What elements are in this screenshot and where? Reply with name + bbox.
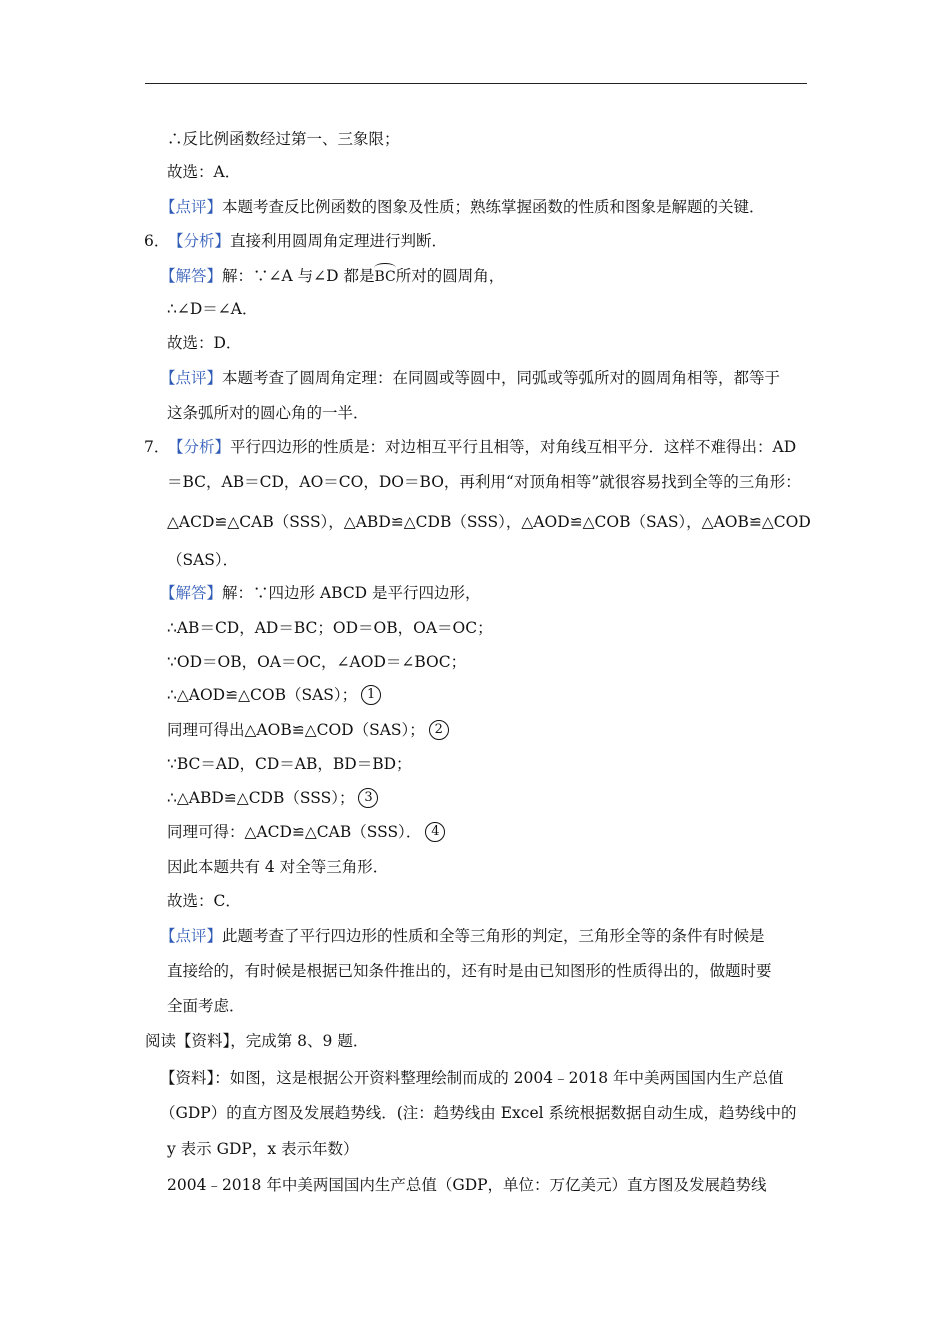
line-text: 2004﹣2018 年中美两国国内生产总值（GDP，单位：万亿美元）直方图及发展趋势线 <box>167 1176 767 1194</box>
text-line <box>167 298 257 320</box>
line-text: 本题考查反比例函数的图象及性质；熟练掌握函数的性质和图象是解题的关键． <box>222 198 765 216</box>
line-text: 本题考查了圆周角定理：在同圆或等圆中，同弧或等弧所对的圆周角相等，都等于 <box>222 369 781 387</box>
text-line <box>167 511 811 533</box>
line-text: 阅读【资料】，完成第 8、9 题． <box>145 1032 369 1050</box>
text-line <box>167 890 241 912</box>
text-line <box>167 787 378 809</box>
text-line <box>145 1030 368 1052</box>
line-text: 同理可得：△ACD≌△CAB（SSS）． <box>167 823 422 841</box>
text-line <box>167 960 772 982</box>
text-line <box>167 471 801 493</box>
text-line <box>167 161 240 183</box>
text-line <box>160 1067 784 1089</box>
line-text: 直接利用圆周角定理进行判断． <box>230 232 448 250</box>
line-text: （GDP）的直方图及发展趋势线．(注：趋势线由 Excel 系统根据数据自动生成，趋势线中的 <box>160 1104 797 1122</box>
text-line <box>167 651 466 673</box>
text-line <box>167 1138 359 1160</box>
text-line <box>167 856 388 878</box>
line-text: ＝BC，AB＝CD，AO＝CO，DO＝BO，再利用“对顶角相等”就很容易找到全等的三角形： <box>167 473 801 491</box>
line-text: （SAS）． <box>167 551 239 569</box>
text-line <box>167 719 449 741</box>
section-tag: 【解答】 <box>160 584 223 602</box>
text-line <box>160 196 765 218</box>
line-text: ∵BC＝AD，CD＝AB，BD＝BD； <box>167 755 412 773</box>
text-line <box>167 332 241 354</box>
text-line <box>160 1102 797 1124</box>
line-text: 解：∵四边形 ABCD 是平行四边形， <box>222 584 481 602</box>
text-line <box>160 367 780 389</box>
text-line <box>167 995 245 1017</box>
text-line <box>167 1174 767 1196</box>
line-text: ∴AB＝CD，AD＝BC；OD＝OB，OA＝OC； <box>167 619 493 637</box>
line-text: ∴△AOD≌△COB（SAS）； <box>167 686 358 704</box>
section-tag: 【解答】 <box>160 267 223 285</box>
line-text: 解：∵∠A 与∠D 都是 <box>222 267 375 285</box>
text-line <box>167 684 381 706</box>
text-line <box>167 617 493 639</box>
line-text: 因此本题共有 4 对全等三角形． <box>167 858 389 876</box>
text-line <box>160 925 765 947</box>
line-text: ∴△ABD≌△CDB（SSS）； <box>167 789 355 807</box>
line-text: 这条弧所对的圆心角的一半． <box>167 404 369 422</box>
text-line <box>167 549 238 571</box>
line-text: 故选：D． <box>167 334 242 352</box>
line-text: 此题考查了平行四边形的性质和全等三角形的判定，三角形全等的条件有时候是 <box>222 927 765 945</box>
section-tag: 【点评】 <box>160 927 223 945</box>
circled-number: 1 <box>361 685 381 705</box>
line-text: 平行四边形的性质是：对边相互平行且相等，对角线互相平分．这样不难得出：AD <box>230 438 797 456</box>
text-line <box>160 582 481 604</box>
circled-number: 4 <box>425 822 445 842</box>
line-text: ∴∠D＝∠A． <box>167 300 258 318</box>
line-text: 故选：A． <box>167 163 241 181</box>
text-line <box>167 402 369 424</box>
section-tag: 【点评】 <box>160 198 223 216</box>
line-text: ∵OD＝OB，OA＝OC，∠AOD＝∠BOC； <box>167 653 467 671</box>
line-text-after: 所对的圆周角， <box>395 267 505 285</box>
line-text: △ACD≌△CAB（SSS），△ABD≌△CDB（SSS），△AOD≌△COB（SAS），△AOB≌△COD <box>167 513 811 531</box>
text-line <box>144 436 796 458</box>
line-text: 直接给的，有时候是根据已知条件推出的，还有时是由已知图形的性质得出的，做题时要 <box>167 962 772 980</box>
line-text: 故选：C． <box>167 892 241 910</box>
text-line <box>167 821 445 843</box>
line-text: 全面考虑． <box>167 997 245 1015</box>
section-tag: 【点评】 <box>160 369 223 387</box>
text-line <box>144 230 447 252</box>
line-text: 【资料】：如图，这是根据公开资料整理绘制而成的 2004﹣2018 年中美两国国内生产总值 <box>160 1069 784 1087</box>
question-number: 7． <box>144 438 170 456</box>
arc-symbol: BC <box>374 263 395 285</box>
line-text: 同理可得出△AOB≌△COD（SAS）； <box>167 721 425 739</box>
line-text: y 表示 GDP，x 表示年数） <box>167 1140 359 1158</box>
text-line <box>160 263 504 287</box>
line-text: ∴反比例函数经过第一、三象限； <box>167 130 400 148</box>
question-number: 6． <box>144 232 170 250</box>
section-tag: 【分析】 <box>168 232 231 250</box>
text-line <box>167 753 412 775</box>
section-tag: 【分析】 <box>168 438 231 456</box>
header-rule <box>145 83 807 84</box>
text-line <box>167 128 400 150</box>
circled-number: 2 <box>429 720 449 740</box>
circled-number: 3 <box>358 788 378 808</box>
